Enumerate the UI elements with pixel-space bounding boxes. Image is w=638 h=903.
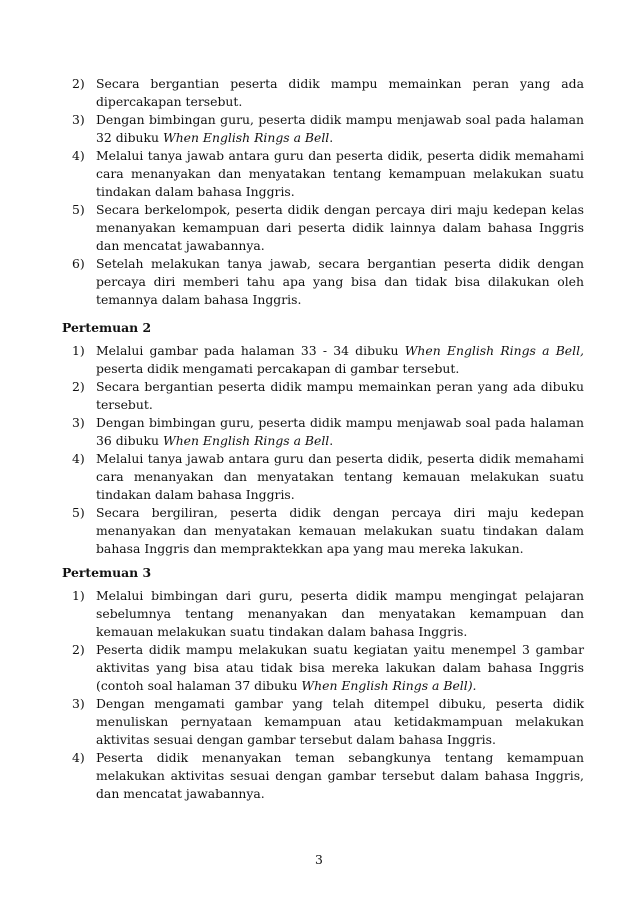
- list-item-number: 5): [72, 202, 85, 217]
- list-item: [72, 504, 584, 558]
- list-item: [72, 75, 584, 111]
- list-item-number: 2): [72, 379, 85, 394]
- list-item-number: 3): [72, 112, 85, 127]
- list-item-number: 4): [72, 750, 85, 765]
- list-item-number: 1): [72, 588, 85, 603]
- list-item-text: Melalui gambar pada halaman 33 - 34 dibuku: [96, 343, 405, 358]
- list-item-text: Setelah melakukan tanya jawab, secara bergantian peserta didik dengan percaya diri memberi tahu apa yang bisa dan tidak bisa dilakukan oleh temannya dalam bahasa Inggris.: [96, 256, 584, 307]
- list-item-number: 3): [72, 415, 85, 430]
- list-item-text: Melalui tanya jawab antara guru dan peserta didik, peserta didik memahami cara menanyakan dan menyatakan tentang kemampuan melakukan suatu tindakan dalam bahasa Inggris.: [96, 148, 584, 199]
- section-heading-pertemuan-3: Pertemuan 3: [62, 565, 152, 580]
- list-item: [72, 587, 584, 641]
- list-item: [72, 255, 584, 309]
- list-item-text: Dengan bimbingan guru, peserta didik mampu menjawab soal pada halaman 36 dibuku: [96, 415, 584, 448]
- list-item-text: Secara bergantian peserta didik mampu memainkan peran yang ada dibuku tersebut.: [96, 379, 584, 412]
- list-item-text: Secara bergantian peserta didik mampu memainkan peran yang ada dipercakapan tersebut.: [96, 76, 584, 109]
- list-item: [72, 111, 584, 147]
- list-item: [72, 641, 584, 695]
- list-item-number: 4): [72, 148, 85, 163]
- list-item-number: 2): [72, 76, 85, 91]
- list-item: [72, 450, 584, 504]
- list-item-number: 6): [72, 256, 85, 271]
- list-item-text: Dengan bimbingan guru, peserta didik mampu menjawab soal pada halaman 32 dibuku: [96, 112, 584, 145]
- book-title: When English Rings a Bell: [162, 433, 330, 448]
- list-item: [72, 147, 584, 201]
- list-item: [72, 342, 584, 378]
- list-item-number: 2): [72, 642, 85, 657]
- list-item-text: Peserta didik mampu melakukan suatu kegiatan yaitu menempel 3 gambar aktivitas yang bisa atau tidak bisa mereka lakukan dalam bahasa Inggris (contoh soal halaman 37 dibuku: [96, 642, 584, 693]
- pertemuan-3-list: [72, 587, 584, 803]
- list-item-number: 4): [72, 451, 85, 466]
- list-item: [72, 749, 584, 803]
- pertemuan-2-list: [72, 342, 584, 558]
- list-item-number: 5): [72, 505, 85, 520]
- list-item: [72, 414, 584, 450]
- list-item-text: Secara bergiliran, peserta didik dengan percaya diri maju kedepan menanyakan dan menyatakan kemauan melakukan suatu tindakan dalam bahasa Inggris dan mempraktekkan apa yang mau mereka lakukan.: [96, 505, 584, 556]
- section-heading-pertemuan-2: Pertemuan 2: [62, 320, 152, 335]
- page-number: 3: [315, 852, 323, 867]
- list-item-text: .: [329, 433, 334, 448]
- list-item-number: 3): [72, 696, 85, 711]
- continued-list: [72, 75, 584, 309]
- list-item: [72, 378, 584, 414]
- book-title: When English Rings a Bell: [162, 130, 330, 145]
- list-item: [72, 695, 584, 749]
- list-item-number: 1): [72, 343, 85, 358]
- list-item-text: peserta didik mengamati percakapan di gambar tersebut.: [96, 361, 460, 376]
- list-item-text: Melalui bimbingan dari guru, peserta didik mampu mengingat pelajaran sebelumnya tentang menanyakan dan menyatakan kemampuan dan kemauan melakukan suatu tindakan dalam bahasa Inggris.: [96, 588, 584, 639]
- list-item-text: .: [329, 130, 334, 145]
- list-item-text: Peserta didik menanyakan teman sebangkunya tentang kemampuan melakukan aktivitas sesuai dengan gambar tersebut dalam bahasa Inggris, dan mencatat jawabannya.: [96, 750, 584, 801]
- list-item: [72, 201, 584, 255]
- book-title: When English Rings a Bell,: [404, 343, 584, 358]
- list-item-text: Secara berkelompok, peserta didik dengan percaya diri maju kedepan kelas menanyakan kemampuan dari peserta didik lainnya dalam bahasa Inggris dan mencatat jawabannya.: [96, 202, 584, 253]
- book-title: When English Rings a Bell).: [301, 678, 477, 693]
- list-item-text: Melalui tanya jawab antara guru dan peserta didik, peserta didik memahami cara menanyakan dan menyatakan tentang kemauan melakukan suatu tindakan dalam bahasa Inggris.: [96, 451, 584, 502]
- list-item-text: Dengan mengamati gambar yang telah ditempel dibuku, peserta didik menuliskan pernyataan kemampuan atau ketidakmampuan melakukan aktivitas sesuai dengan gambar tersebut dalam bahasa Inggris.: [96, 696, 584, 747]
